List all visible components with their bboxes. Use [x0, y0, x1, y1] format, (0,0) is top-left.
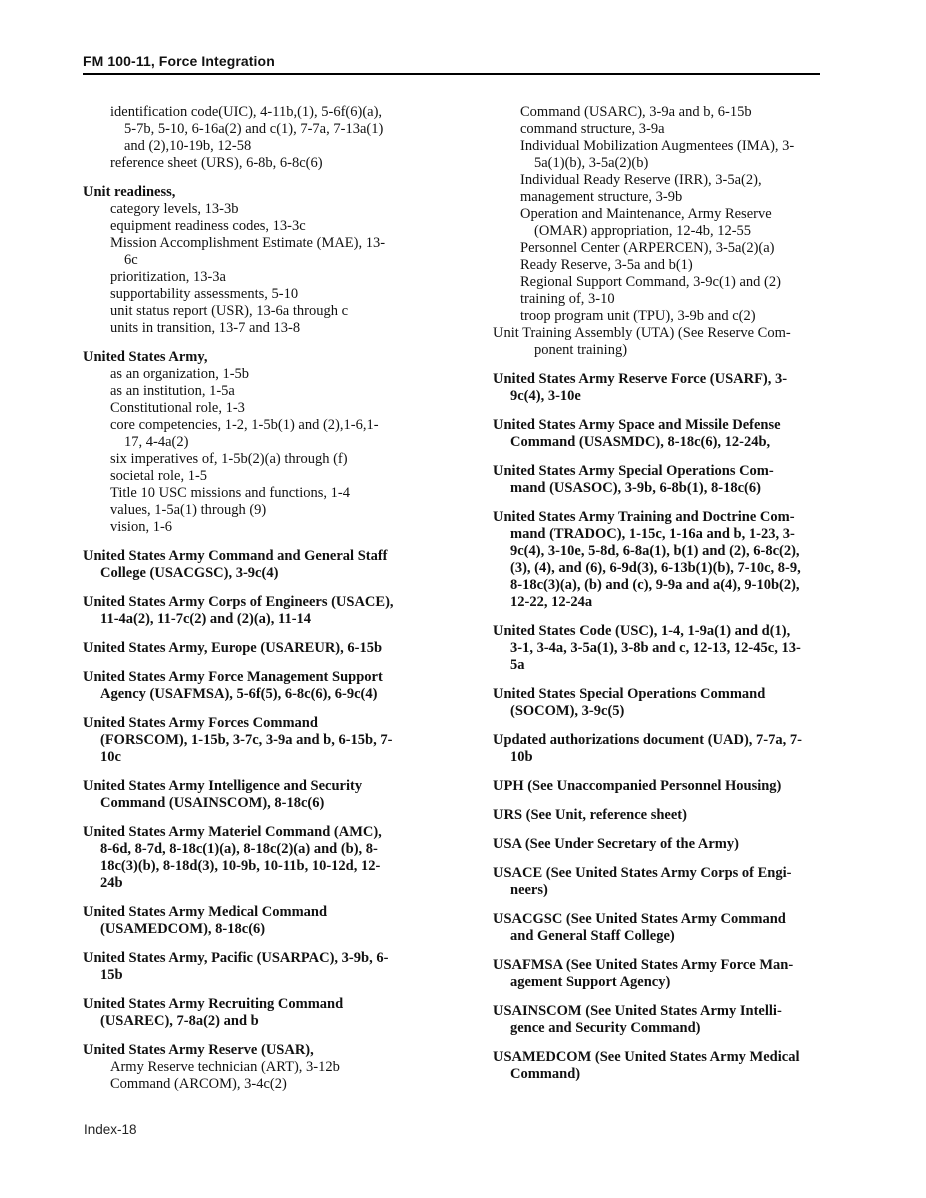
index-block: [493, 463, 875, 497]
index-line: Army Reserve technician (ART), 3-12b: [110, 1059, 340, 1075]
index-block: [83, 669, 465, 703]
index-block: [493, 778, 875, 795]
index-line: neers): [510, 882, 548, 898]
index-line: 11-4a(2), 11-7c(2) and (2)(a), 11-14: [100, 611, 312, 627]
index-line: command structure, 3-9a: [520, 121, 665, 137]
index-line: (OMAR) appropriation, 12-4b, 12-55: [534, 223, 752, 239]
index-line: troop program unit (TPU), 3-9b and c(2): [520, 308, 756, 324]
index-block: [493, 836, 875, 853]
index-line: (3), (4), and (6), 6-9d(3), 6-13b(1)(b), 7-10c, 8-9,: [510, 560, 801, 576]
index-line: United States Army Materiel Command (AMC),: [83, 824, 382, 840]
index-line: United States Army Medical Command: [83, 904, 328, 920]
index-line: College (USACGSC), 3-9c(4): [100, 565, 279, 581]
index-line: United States Special Operations Command: [493, 686, 766, 702]
index-line: 9c(4), 3-10e, 5-8d, 6-8a(1), b(1) and (2), 6-8c(2),: [510, 543, 800, 559]
index-block: [83, 594, 465, 628]
index-block: [493, 686, 875, 720]
index-line: Ready Reserve, 3-5a and b(1): [520, 257, 693, 273]
index-line: core competencies, 1-2, 1-5b(1) and (2),1-6,1-: [110, 417, 379, 433]
index-block: [493, 1003, 875, 1037]
index-line: United States Army Reserve (USAR),: [83, 1042, 314, 1058]
index-block: [493, 417, 875, 451]
index-block: [493, 911, 875, 945]
index-line: USACGSC (See United States Army Command: [493, 911, 786, 927]
index-block: [493, 807, 875, 824]
index-line: United States Army Forces Command: [83, 715, 318, 731]
index-line: United States Army Training and Doctrine Com-: [493, 509, 795, 525]
index-line: United States Army Special Operations Com-: [493, 463, 774, 479]
index-block: [83, 824, 465, 892]
index-block: [493, 865, 875, 899]
index-line: unit status report (USR), 13-6a through c: [110, 303, 349, 319]
index-line: agement Support Agency): [510, 974, 671, 990]
index-column: [83, 104, 465, 1105]
index-line: equipment readiness codes, 13-3c: [110, 218, 306, 234]
index-line: (SOCOM), 3-9c(5): [510, 703, 625, 719]
index-line: USACE (See United States Army Corps of Engi-: [493, 865, 792, 881]
index-line: USAFMSA (See United States Army Force Man-: [493, 957, 794, 973]
index-line: Individual Ready Reserve (IRR), 3-5a(2),: [520, 172, 762, 188]
running-header: FM 100-11, Force Integration: [83, 53, 275, 69]
index-line: Constitutional role, 1-3: [110, 400, 245, 416]
index-block: [83, 996, 465, 1030]
index-line: prioritization, 13-3a: [110, 269, 226, 285]
index-line: Personnel Center (ARPERCEN), 3-5a(2)(a): [520, 240, 775, 256]
index-block: [493, 371, 875, 405]
index-line: Command (USARC), 3-9a and b, 6-15b: [520, 104, 752, 120]
index-line: reference sheet (URS), 6-8b, 6-8c(6): [110, 155, 323, 171]
index-line: USA (See Under Secretary of the Army): [493, 836, 739, 852]
index-line: USAMEDCOM (See United States Army Medical: [493, 1049, 800, 1065]
page-number: Index-18: [84, 1122, 137, 1137]
index-line: URS (See Unit, reference sheet): [493, 807, 687, 823]
index-block: [83, 1042, 465, 1093]
index-block: [493, 1049, 875, 1083]
index-line: mand (TRADOC), 1-15c, 1-16a and b, 1-23, 3-: [510, 526, 795, 542]
index-line: Operation and Maintenance, Army Reserve: [520, 206, 772, 222]
index-line: United States Army Space and Missile Defense: [493, 417, 781, 433]
index-line: United States Army,: [83, 349, 208, 365]
index-line: Command (USAINSCOM), 8-18c(6): [100, 795, 325, 811]
index-line: (FORSCOM), 1-15b, 3-7c, 3-9a and b, 6-15b, 7-: [100, 732, 393, 748]
index-line: 18c(3)(b), 8-18d(3), 10-9b, 10-11b, 10-12d, 12-: [100, 858, 381, 874]
index-line: as an organization, 1-5b: [110, 366, 250, 382]
index-line: 8-6d, 8-7d, 8-18c(1)(a), 8-18c(2)(a) and (b), 8-: [100, 841, 378, 857]
index-line: 17, 4-4a(2): [124, 434, 189, 450]
index-line: units in transition, 13-7 and 13-8: [110, 320, 301, 336]
index-block: [83, 184, 465, 337]
index-line: United States Army Force Management Support: [83, 669, 383, 685]
index-line: 6c: [124, 252, 138, 268]
index-line: category levels, 13-3b: [110, 201, 239, 217]
index-line: six imperatives of, 1-5b(2)(a) through (f): [110, 451, 348, 467]
index-block: [493, 104, 875, 359]
index-line: 12-22, 12-24a: [510, 594, 593, 610]
index-line: Title 10 USC missions and functions, 1-4: [110, 485, 350, 501]
index-line: Unit readiness,: [83, 184, 176, 200]
index-line: United States Army Corps of Engineers (USACE),: [83, 594, 394, 610]
index-line: as an institution, 1-5a: [110, 383, 235, 399]
index-block: [493, 623, 875, 674]
index-line: Agency (USAFMSA), 5-6f(5), 6-8c(6), 6-9c(4): [100, 686, 378, 702]
index-line: ponent training): [534, 342, 628, 358]
index-line: identification code(UIC), 4-11b,(1), 5-6f(6)(a),: [110, 104, 383, 120]
index-line: and General Staff College): [510, 928, 675, 944]
index-line: Individual Mobilization Augmentees (IMA), 3-: [520, 138, 795, 154]
index-line: 8-18c(3)(a), (b) and (c), 9-9a and a(4), 9-10b(2),: [510, 577, 800, 593]
index-line: values, 1-5a(1) through (9): [110, 502, 267, 518]
index-line: Command): [510, 1066, 581, 1082]
index-block: [493, 957, 875, 991]
index-line: United States Army, Pacific (USARPAC), 3-9b, 6-: [83, 950, 389, 966]
index-block: [83, 778, 465, 812]
index-line: 5a: [510, 657, 525, 673]
index-block: [83, 640, 465, 657]
index-line: training of, 3-10: [520, 291, 615, 307]
index-line: 5-7b, 5-10, 6-16a(2) and c(1), 7-7a, 7-13a(1): [124, 121, 384, 137]
index-line: United States Army Recruiting Command: [83, 996, 344, 1012]
index-line: Regional Support Command, 3-9c(1) and (2): [520, 274, 781, 290]
index-line: United States Code (USC), 1-4, 1-9a(1) and d(1),: [493, 623, 791, 639]
index-line: and (2),10-19b, 12-58: [124, 138, 252, 154]
index-line: 24b: [100, 875, 123, 891]
index-line: 9c(4), 3-10e: [510, 388, 581, 404]
index-line: supportability assessments, 5-10: [110, 286, 299, 302]
index-line: UPH (See Unaccompanied Personnel Housing): [493, 778, 782, 794]
index-line: 10b: [510, 749, 533, 765]
index-line: United States Army Command and General Staff: [83, 548, 388, 564]
index-line: 5a(1)(b), 3-5a(2)(b): [534, 155, 649, 171]
index-line: 10c: [100, 749, 121, 765]
index-block: [83, 349, 465, 536]
index-line: USAINSCOM (See United States Army Intelli-: [493, 1003, 782, 1019]
index-line: United States Army, Europe (USAREUR), 6-15b: [83, 640, 383, 656]
index-line: Unit Training Assembly (UTA) (See Reserve Com-: [493, 325, 791, 341]
index-line: Command (USASMDC), 8-18c(6), 12-24b,: [510, 434, 771, 450]
index-line: (USAREC), 7-8a(2) and b: [100, 1013, 259, 1029]
header-rule: [83, 73, 820, 75]
index-line: 3-1, 3-4a, 3-5a(1), 3-8b and c, 12-13, 12-45c, 13-: [510, 640, 801, 656]
index-block: [83, 715, 465, 766]
index-block: [493, 509, 875, 611]
index-line: Command (ARCOM), 3-4c(2): [110, 1076, 287, 1092]
index-line: Updated authorizations document (UAD), 7-7a, 7-: [493, 732, 802, 748]
index-block: [83, 548, 465, 582]
index-column: [493, 104, 875, 1105]
index-line: vision, 1-6: [110, 519, 173, 535]
index-block: [83, 904, 465, 938]
index-line: societal role, 1-5: [110, 468, 208, 484]
index-line: mand (USASOC), 3-9b, 6-8b(1), 8-18c(6): [510, 480, 761, 496]
index-line: management structure, 3-9b: [520, 189, 683, 205]
index-line: gence and Security Command): [510, 1020, 701, 1036]
index-line: Mission Accomplishment Estimate (MAE), 13-: [110, 235, 386, 251]
index-block: [493, 732, 875, 766]
index-line: (USAMEDCOM), 8-18c(6): [100, 921, 266, 937]
index-block: [83, 104, 465, 172]
index-line: United States Army Reserve Force (USARF), 3-: [493, 371, 788, 387]
index-block: [83, 950, 465, 984]
index-columns: [83, 104, 875, 1105]
index-line: 15b: [100, 967, 123, 983]
index-line: United States Army Intelligence and Security: [83, 778, 363, 794]
